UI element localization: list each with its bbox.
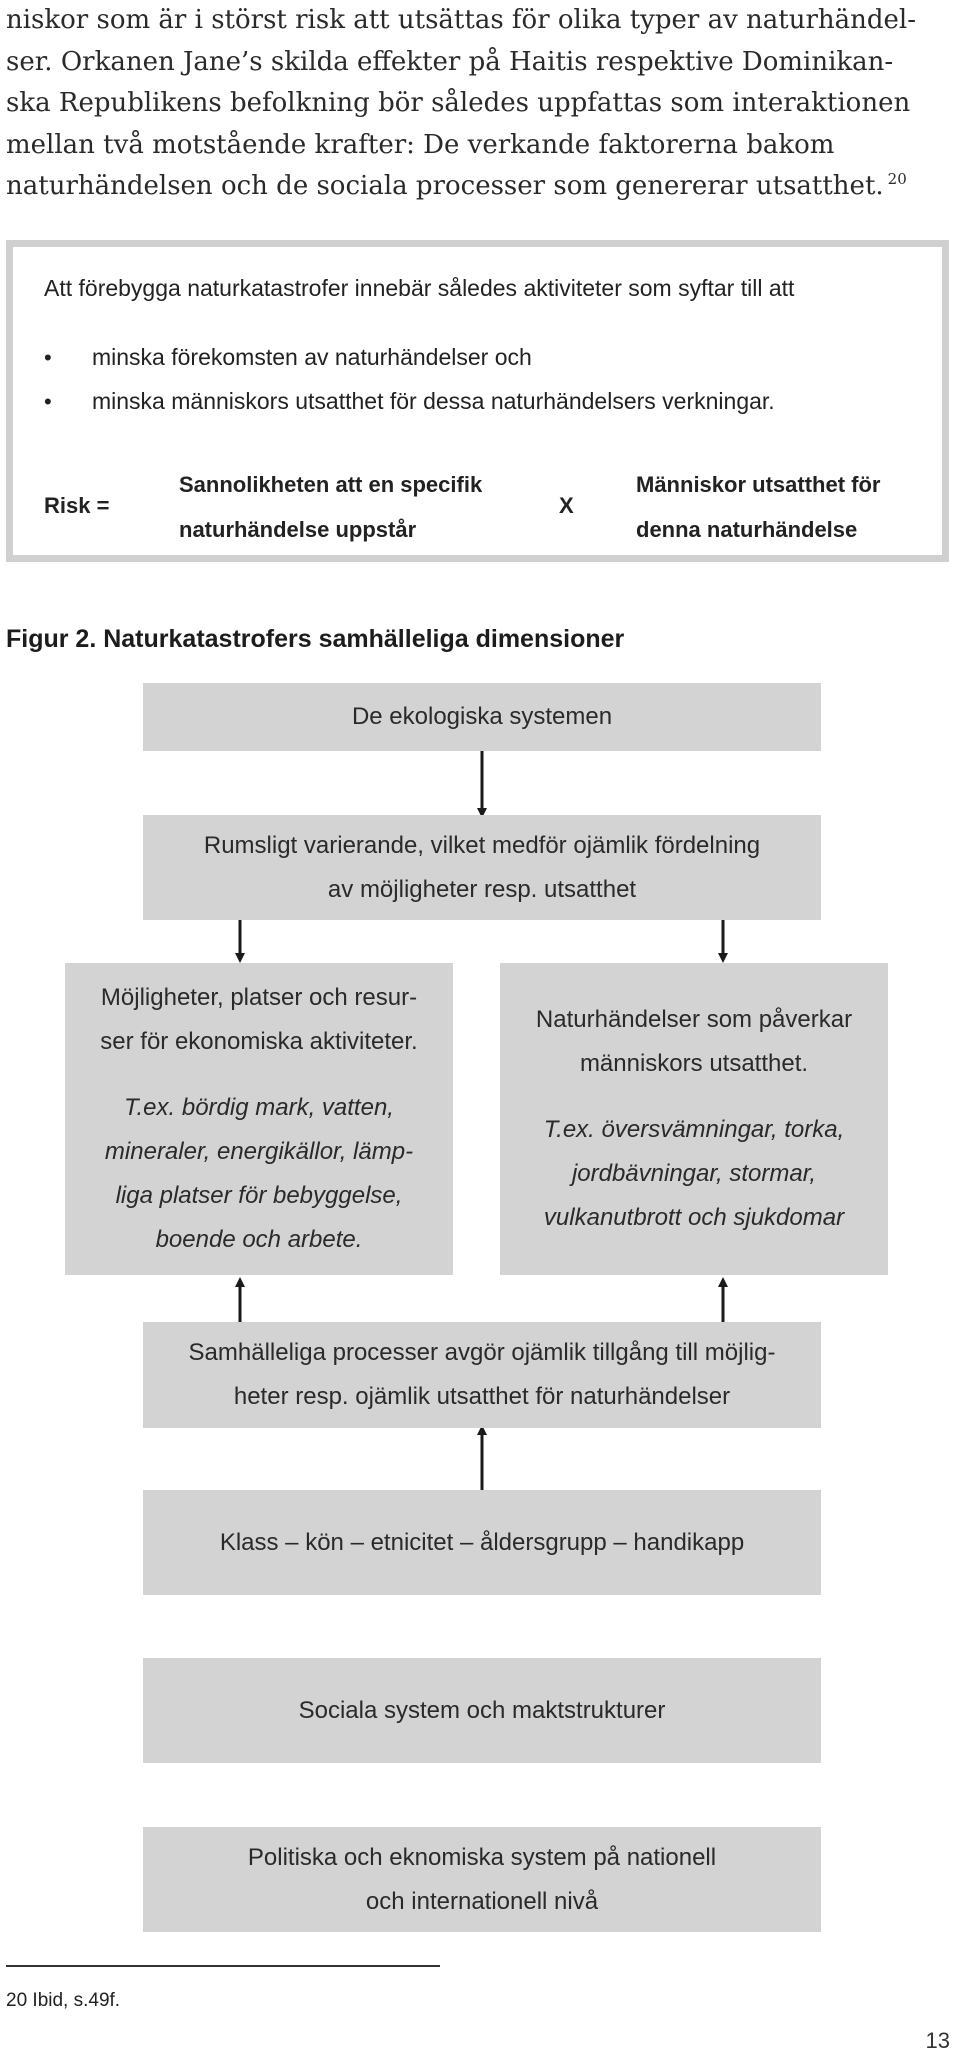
node-hazards-example-1: T.ex. översvämningar, torka, — [543, 1116, 845, 1143]
formula-operator: X — [559, 493, 574, 518]
node-hazards-line-1: Naturhändelser som påverkar — [535, 1006, 853, 1033]
formula-term1-line2: naturhändelse uppstår — [179, 517, 417, 542]
body-line-3: ska Republikens befolkning bör således uppfattas som interaktionen — [6, 88, 911, 118]
node-opportunities-example-1: T.ex. bördig mark, vatten, — [124, 1094, 394, 1121]
node-opportunities — [65, 963, 453, 1275]
node-hazards-example-2: jordbävningar, stormar, — [571, 1160, 817, 1187]
node-spatial-line-1: Rumsligt varierande, vilket medför ojämlik fördelning — [203, 831, 761, 859]
footnote-20: 20 Ibid, s.49f. — [6, 1990, 121, 2011]
node-social-line-2: heter resp. ojämlik utsatthet för naturhändelser — [233, 1383, 731, 1410]
node-opportunities-example-3: liga platser för bebyggelse, — [115, 1182, 403, 1209]
bullet-text-1: minska förekomsten av naturhändelser och — [92, 344, 532, 370]
node-social-systems — [143, 1658, 821, 1763]
node-political-systems — [143, 1827, 821, 1932]
node-natural-hazards — [500, 963, 888, 1275]
node-opportunities-line-2: ser för ekonomiska aktiviteter. — [100, 1028, 418, 1055]
node-social-processes — [143, 1322, 821, 1428]
node-systems-text: Sociala system och maktstrukturer — [298, 1696, 666, 1724]
bullet-dot: • — [44, 389, 52, 414]
body-line-2: ser. Orkanen Jane’s skilda effekter på Haitis respektive Dominikan- — [6, 46, 894, 77]
figure-title: Figur 2. Naturkatastrofers samhälleliga dimensioner — [6, 625, 625, 653]
node-social-categories — [143, 1490, 821, 1595]
node-opportunities-example-2: mineraler, energikällor, lämp- — [104, 1138, 414, 1165]
node-ecological-text: De ekologiska systemen — [351, 703, 613, 730]
body-line-5-text: naturhändelsen och de sociala processer som genererar utsatthet. — [6, 171, 884, 201]
node-opportunities-example-4: boende och arbete. — [155, 1226, 363, 1253]
node-spatial-line-2: av möjligheter resp. utsatthet — [327, 875, 637, 903]
bullet-dot: • — [44, 345, 52, 370]
node-spatial-variation — [143, 815, 821, 920]
page-number: 13 — [925, 2028, 950, 2053]
node-ecological-systems — [143, 683, 821, 751]
formula-term1-line1: Sannolikheten att en specifik — [179, 472, 483, 497]
footnote-divider — [6, 1965, 440, 1967]
body-line-4: mellan två motstående krafter: De verkande faktorerna bakom — [6, 129, 835, 160]
node-hazards-line-2: människors utsatthet. — [579, 1050, 809, 1077]
formula-term2-line1: Människor utsatthet för — [636, 472, 881, 497]
node-opportunities-line-1: Möjligheter, platser och resur- — [100, 984, 418, 1011]
formula-lhs: Risk = — [44, 493, 110, 518]
node-categories-text: Klass – kön – etnicitet – åldersgrupp – handikapp — [219, 1528, 745, 1556]
body-line-1: niskor som är i störst risk att utsättas för olika typer av naturhändel- — [6, 5, 917, 35]
node-hazards-example-3: vulkanutbrott och sjukdomar — [543, 1204, 845, 1231]
formula-term2-line2: denna naturhändelse — [636, 517, 858, 542]
node-political-line-2: och internationell nivå — [365, 1887, 599, 1915]
box-intro: Att förebygga naturkatastrofer innebär således aktiviteter som syftar till att — [44, 275, 795, 301]
footnote-reference[interactable]: 20 — [887, 170, 907, 189]
bullet-text-2: minska människors utsatthet för dessa naturhändelsers verkningar. — [92, 388, 775, 414]
node-social-line-1: Samhälleliga processer avgör ojämlik tillgång till möjlig- — [188, 1339, 776, 1366]
node-political-line-1: Politiska och eknomiska system på nationell — [247, 1843, 717, 1871]
